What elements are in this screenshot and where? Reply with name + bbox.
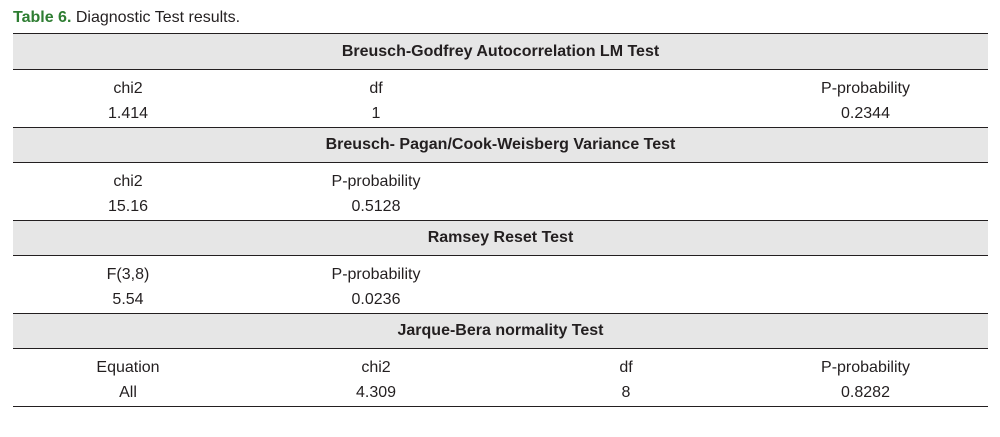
table-header-row [13,163,988,193]
table-cell: 1.414 [107,104,149,122]
table-cell: 0.5128 [351,197,401,215]
table-cell: 0.8282 [841,383,890,401]
column-header: Equation [96,359,160,376]
diagnostic-results-table [13,33,988,407]
table-caption-label: Table 6. [13,9,72,26]
table-cell: 0.0236 [351,290,401,308]
column-header: chi2 [361,359,391,376]
column-header: P-probability [821,80,910,97]
column-header: df [619,359,633,376]
table-caption [13,8,240,28]
table-cell: 4.309 [355,383,397,401]
table-cell: 15.16 [107,197,149,215]
table-cell: 5.54 [112,290,144,308]
table-row [13,379,988,406]
section-title-autocorrelation: Breusch-Godfrey Autocorrelation LM Test [13,34,988,70]
section-title-variance: Breusch- Pagan/Cook-Weisberg Variance Test [13,127,988,163]
table-caption-text: Diagnostic Test results. [71,9,241,26]
table-header-row [13,349,988,379]
column-header: P-probability [821,359,910,376]
column-header: chi2 [113,173,143,190]
table-cell: All [119,383,137,401]
table-row [13,286,988,313]
table-header-row [13,256,988,286]
table-cell: 8 [621,383,631,401]
column-header: P-probability [331,266,421,283]
table-header-row [13,70,988,100]
column-header: df [369,80,383,97]
table-row [13,193,988,220]
section-title-ramsey-reset: Ramsey Reset Test [13,220,988,256]
column-header: P-probability [331,173,421,190]
table-row [13,100,988,127]
table-cell: 1 [371,104,381,122]
table-cell: 0.2344 [841,104,890,122]
column-header: chi2 [113,80,143,97]
section-title-jarque-bera: Jarque-Bera normality Test [13,313,988,349]
column-header: F(3,8) [106,266,150,283]
